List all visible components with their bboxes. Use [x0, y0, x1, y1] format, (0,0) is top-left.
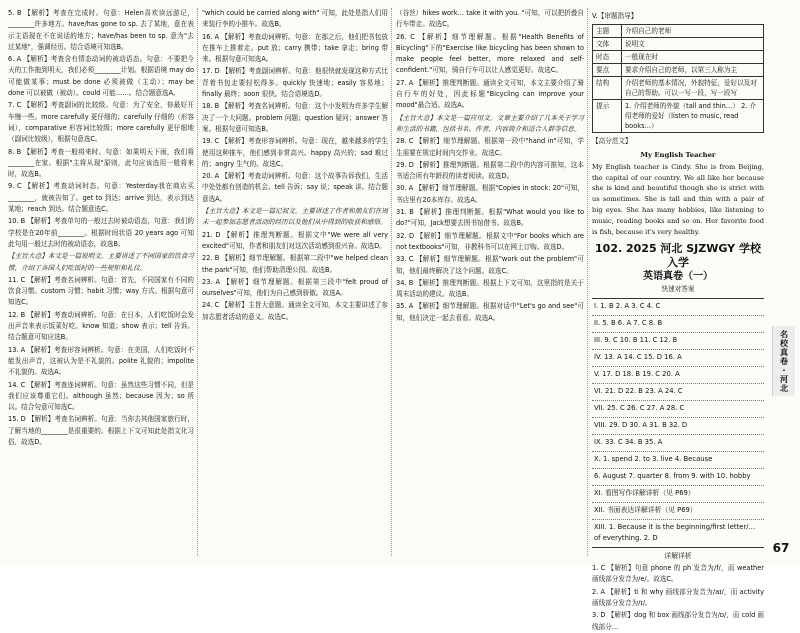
essay-title: My English Teacher [640, 150, 716, 159]
side-tab-char: · [782, 365, 786, 375]
answer-paragraph: 【主旨大意】本文是一篇说明文。主要讲述了不同国家的饮食习惯，介绍了各国人们吃饭时的一些规矩和礼仪。 [8, 252, 194, 272]
writing-outline-table [592, 24, 764, 133]
outline-row [593, 51, 764, 64]
answer-cell: XII. 书面表达详解详析（见 P69） [592, 502, 764, 519]
column-2 [202, 8, 388, 556]
answer-row [592, 332, 764, 349]
answer-paragraph: 7. C 【解析】考查副词的比较级。句意：为了安全，你最好开车慢一些。more carefully 更仔细的；carefully 仔细的（形容词），comparative 形容词比较级；more carefully 更仔细地（副词比较级），根据句意选C。 [8, 101, 194, 144]
side-tab-char: 校 [780, 338, 788, 348]
answer-paragraph: 16. A 【解析】考查动词辨析。句意：在那之后，他们把书包放在推车上推着走。put 放；carry 携带；take 拿走；bring 带来。根据句意可知选A。 [202, 32, 388, 64]
column-divider [197, 8, 198, 556]
column-3 [396, 8, 584, 556]
answer-paragraph: 14. C 【解析】考查连词辨析。句意：虽然这些习惯不同，但是我们应该尊重它们。although 虽然；because 因为；so 所以。结合句意可知选C。 [8, 380, 194, 412]
answer-paragraph: 【主旨大意】本文是一篇应用文。文章主要介绍了几本关于学习和生活的书籍，包括书名、作者、内容简介和适合人群等信息。 [396, 113, 584, 133]
answer-cell: 6. August 7. quarter 8. from 9. with 10. hobby [592, 468, 764, 485]
section-label: V.【审题指导】 [592, 12, 638, 20]
side-tab [772, 326, 795, 396]
answer-cell: VII. 25. C 26. C 27. A 28. C [592, 400, 764, 417]
answer-row [592, 417, 764, 434]
answer-paragraph: 30. A 【解析】细节理解题。根据"Copies in stock: 20"可知，书店里有20本库存。故选A。 [396, 184, 584, 204]
outline-label: 主题 [593, 25, 622, 38]
answer-paragraph: 19. C 【解析】考查形容词辨析。句意：现在，越来越多的学生使用这种推车，他们感到非常高兴。happy 高兴的；sad 难过的；angry 生气的。故选C。 [202, 137, 388, 168]
answer-cell: I. 1. B 2. A 3. C 4. C [592, 298, 764, 315]
answer-paragraph: 20. A 【解析】考查动词辨析。句意：这个故事告诉我们，生活中处处都有创造的机会。tell 告诉；say 说；speak 讲。结合题意选A。 [202, 172, 388, 203]
answer-paragraph: 11. C 【解析】考查名词辨析。句意：首先，不同国家有不同的饮食习惯。custom 习惯；habit 习惯；way 方式。根据句意可知选C。 [8, 275, 195, 307]
answer-paragraph: 22. B 【解析】细节理解题。根据第二段中"we helped clean the park"可知，他们帮助清理公园。故选B。 [202, 254, 388, 274]
outline-text: 介绍自己的老师 [622, 25, 764, 38]
answer-paragraph: 26. C 【解析】细节理解题。根据"Health Benefits of Bicycling"下的"Exercise like bicycling has been shown to make people feel better, more relaxed and self-confident."可知，骑自行车可以让人感觉更好。故选C。 [396, 32, 584, 75]
column-1 [8, 8, 194, 556]
answer-paragraph: 27. A 【解析】推理判断题。通读全文可知，本文主要介绍了骑自行车的好处，因此标题"Bicycling can improve your mood"最合适。故选A。 [396, 78, 584, 110]
answer-paragraph: 9. C 【解析】考查动词时态。句意：Yesterday我在商店买________，就被告知了。get to 到达；arrive 到达，表示到达某地；reach 到达。结合题意选C。 [8, 182, 194, 214]
answer-paragraph: 28. C 【解析】细节理解题。根据第一段中"hand in"可知，学生需要在规定时间内交作业。故选C。 [396, 137, 584, 157]
answer-cell: VI. 21. D 22. B 23. A 24. C [592, 383, 764, 400]
side-tab-char: 卷 [780, 356, 788, 366]
answer-row [592, 451, 764, 468]
detail-list [592, 563, 764, 633]
outline-row [593, 100, 764, 133]
answer-paragraph: 23. A 【解析】细节理解题。根据第三段中"felt proud of ourselves"可知，他们为自己感到骄傲。故选A。 [202, 277, 388, 298]
column-divider [391, 8, 392, 556]
side-tab-char: 真 [780, 347, 788, 357]
model-essay: My English teacher is Cindy. She is from Beijing, the capital of our country. We all like her because she is kind and beautiful though she is strict with us sometimes. She is tall and thin with a pair of big eyes. She has many hobbies, like listening to music, reading books and so on. Her favorite food is fish, because it's very healthy. [592, 162, 764, 236]
answer-row [592, 400, 764, 417]
detail-paragraph: 2. A 【解析】ti 和 why 画线部分发音为/aɪ/，而 activity 画线部分发音为/ɪ/。 [592, 587, 764, 607]
outline-text: 要求介绍自己的老师，以第三人称为主 [622, 64, 764, 77]
answer-paragraph: （谷丝）hikes work… take it with you. "可知，可以把折叠自行车带走。故选C。 [396, 9, 584, 29]
answer-paragraph: 8. B 【解析】考查一般将来时。句意：如果明天下雨，我们将________在家。根据"主将从现"原则，此句应该选用一般将来时，故选B。 [8, 147, 194, 179]
outline-row [593, 77, 764, 100]
answer-paragraph: 17. D 【解析】考查副词辨析。句意：他很快就发现这种方式比背着书包走要轻松得多。quickly 快速地；easily 容易地；finally 最终；soon 很快。结合语境选D。 [202, 67, 388, 99]
outline-text: 一般现在时 [622, 51, 764, 64]
answer-row [592, 485, 764, 502]
answer-paragraph: 33. C 【解析】细节理解题。根据"work out the problem"可知，他们最终解决了这个问题。故选C。 [396, 255, 584, 275]
side-tab-char: 北 [780, 383, 788, 393]
outline-label: 时态 [593, 51, 622, 64]
outline-text: 说明文 [622, 38, 764, 51]
exam-title: 102. 2025 河北 SJZWGY 学校入学 [595, 242, 761, 270]
outline-text: 介绍老师的基本情况，外貌特征，爱好以及对自己的帮助。可以一写一段，写一段写 [622, 77, 764, 100]
answer-paragraph: "which could be carried along with" 可知，此处是指人们用来装行李的小推车。故选B。 [202, 9, 388, 29]
answer-cell: IX. 33. C 34. B 35. A [592, 434, 764, 451]
answer-paragraph: 【主旨大意】本文是一篇记叙文。主要讲述了作者和朋友们在周末一起参加志愿者活动的经历以及他们从中得到的收获和感悟。 [202, 207, 388, 227]
side-tab-char: 河 [780, 374, 788, 384]
answer-paragraph: 29. D 【解析】推理判断题。根据第二段中的内容可推知，这本书适合所有年龄段的读者阅读。故选D。 [396, 160, 584, 181]
answer-paragraph: 12. B 【解析】考查动词辨析。句意：在日本，人们吃饭时会发出声音来表示饭菜好吃。know 知道；show 表示；tell 告诉。结合题意可知应选B。 [8, 310, 194, 342]
outline-row [593, 38, 764, 51]
answer-cell: XI. 看图写作详解详析（见 P69） [592, 485, 764, 502]
column-4 [592, 8, 764, 631]
answer-paragraph: 15. D 【解析】考查名词辨析。句意：当你去其他国家旅行时，了解当地的________是很重要的。根据上下文可知此处指文化习俗，故选D。 [8, 415, 194, 446]
answer-row [592, 349, 764, 366]
answer-row [592, 366, 764, 383]
exam-subtitle: 英语真卷（一） [643, 271, 713, 283]
quick-answer-table [592, 298, 764, 548]
column-divider [587, 8, 588, 556]
answer-row [592, 502, 764, 519]
answer-paragraph: 21. D 【解析】推理判断题。根据文中"We were all very excited"可知，作者和朋友们对这次活动感到很兴奋。故选D。 [202, 230, 388, 250]
detail-paragraph: 3. D 【解析】dog 和 box 画线部分发音为/ɒ/，而 cold 画线部分… [592, 611, 764, 631]
answer-cell: X. 1. spend 2. to 3. live 4. Because [592, 451, 764, 468]
outline-label: 要点 [593, 64, 622, 77]
answer-row [592, 468, 764, 485]
answer-paragraph: 32. D 【解析】细节理解题。根据文中"For books which are not textbooks"可知，非教科书可以在网上订购。故选D。 [396, 231, 584, 251]
answer-paragraph: 6. A 【解析】考查含有情态动词的被动语态。句意：不要把今天的工作拖到明天，我们必须________计划。根据语境 may do 可能做某事；must be done 必须被做（主动）；may be done 可以被做（被动）。could 可能……。结合题意选A。 [8, 55, 194, 98]
outline-label: 结构 [593, 77, 622, 100]
answer-row [592, 298, 764, 315]
answer-row [592, 434, 764, 451]
side-tab-char: 名 [780, 329, 788, 339]
outline-note: 【高分范文】 [592, 137, 632, 146]
answer-row [592, 383, 764, 400]
answer-paragraph: 34. B 【解析】推理判断题。根据上下文可知，这里指的是关于周末活动的建议。故选B。 [396, 278, 584, 299]
answer-row [592, 315, 764, 332]
outline-row [593, 25, 764, 38]
answer-cell: II. 5. B 6. A 7. C 8. B [592, 315, 764, 332]
answer-paragraph: 31. B 【解析】推理判断题。根据"What would you like to do?"可知，Jack想要去图书馆借书。故选B。 [396, 208, 584, 228]
answer-paragraph: 13. A 【解析】考查形容词辨析。句意：在美国，人们吃饭时不能发出声音，这被认为是不礼貌的。polite 礼貌的；impolite 不礼貌的。故选A。 [8, 345, 194, 377]
outline-text: 1. 介绍老师的外貌（tall and thin…） 2. 介绍老师的爱好（listen to music, read books…） [622, 100, 764, 133]
detail-label: 详解详析 [664, 551, 692, 560]
answer-row [592, 519, 764, 547]
outline-row [593, 64, 764, 77]
answer-cell: III. 9. C 10. B 11. C 12. B [592, 332, 764, 349]
answer-paragraph: 18. B 【解析】考查名词辨析。句意：这个小发明为许多学生解决了一个大问题。problem 问题；question 疑问；answer 答案。根据句意可知选B。 [202, 102, 388, 133]
outline-label: 提示 [593, 100, 622, 133]
detail-paragraph: 1. C 【解析】句意 phone 的 ph 发音为/f/，而 weather 画线部分发音为/e/。故选C。 [592, 564, 764, 584]
answer-paragraph: 10. B 【解析】考查单句的一般过去时被动语态，句意：我们的学校是在20年前________。根据时间状语 20 years ago 可知此句用一般过去时的被动语态，故选B。 [8, 217, 194, 248]
answer-paragraph: 35. A 【解析】细节理解题。根据对话中"Let's go and see"可知，他们决定一起去看看。故选A。 [396, 302, 584, 322]
page-number: 67 [772, 541, 790, 555]
answer-paragraph: 24. C 【解析】主旨大意题。通读全文可知，本文主要讲述了参加志愿者活动的意义。故选C。 [202, 301, 388, 321]
outline-label: 文体 [593, 38, 622, 51]
quick-answer-label: 快速对答案 [661, 285, 695, 294]
answer-cell: IV. 13. A 14. C 15. D 16. A [592, 349, 764, 366]
answer-cell: VIII. 29. D 30. A 31. B 32. D [592, 417, 764, 434]
answer-cell: V. 17. D 18. B 19. C 20. A [592, 366, 764, 383]
answer-cell: XIII. 1. Because it is the beginning/first letter/… of everything. 2. D [592, 519, 764, 547]
answer-paragraph: 5. B 【解析】考查在完成时。句意：Helen喜欢读远游记，________许多地方。have/has gone to sp. 去了某地，意在表示主语现在不在说话的地方；have/has been to sp. 意为"去过某地"，强调经历。结合语境可知选B。 [8, 9, 194, 51]
